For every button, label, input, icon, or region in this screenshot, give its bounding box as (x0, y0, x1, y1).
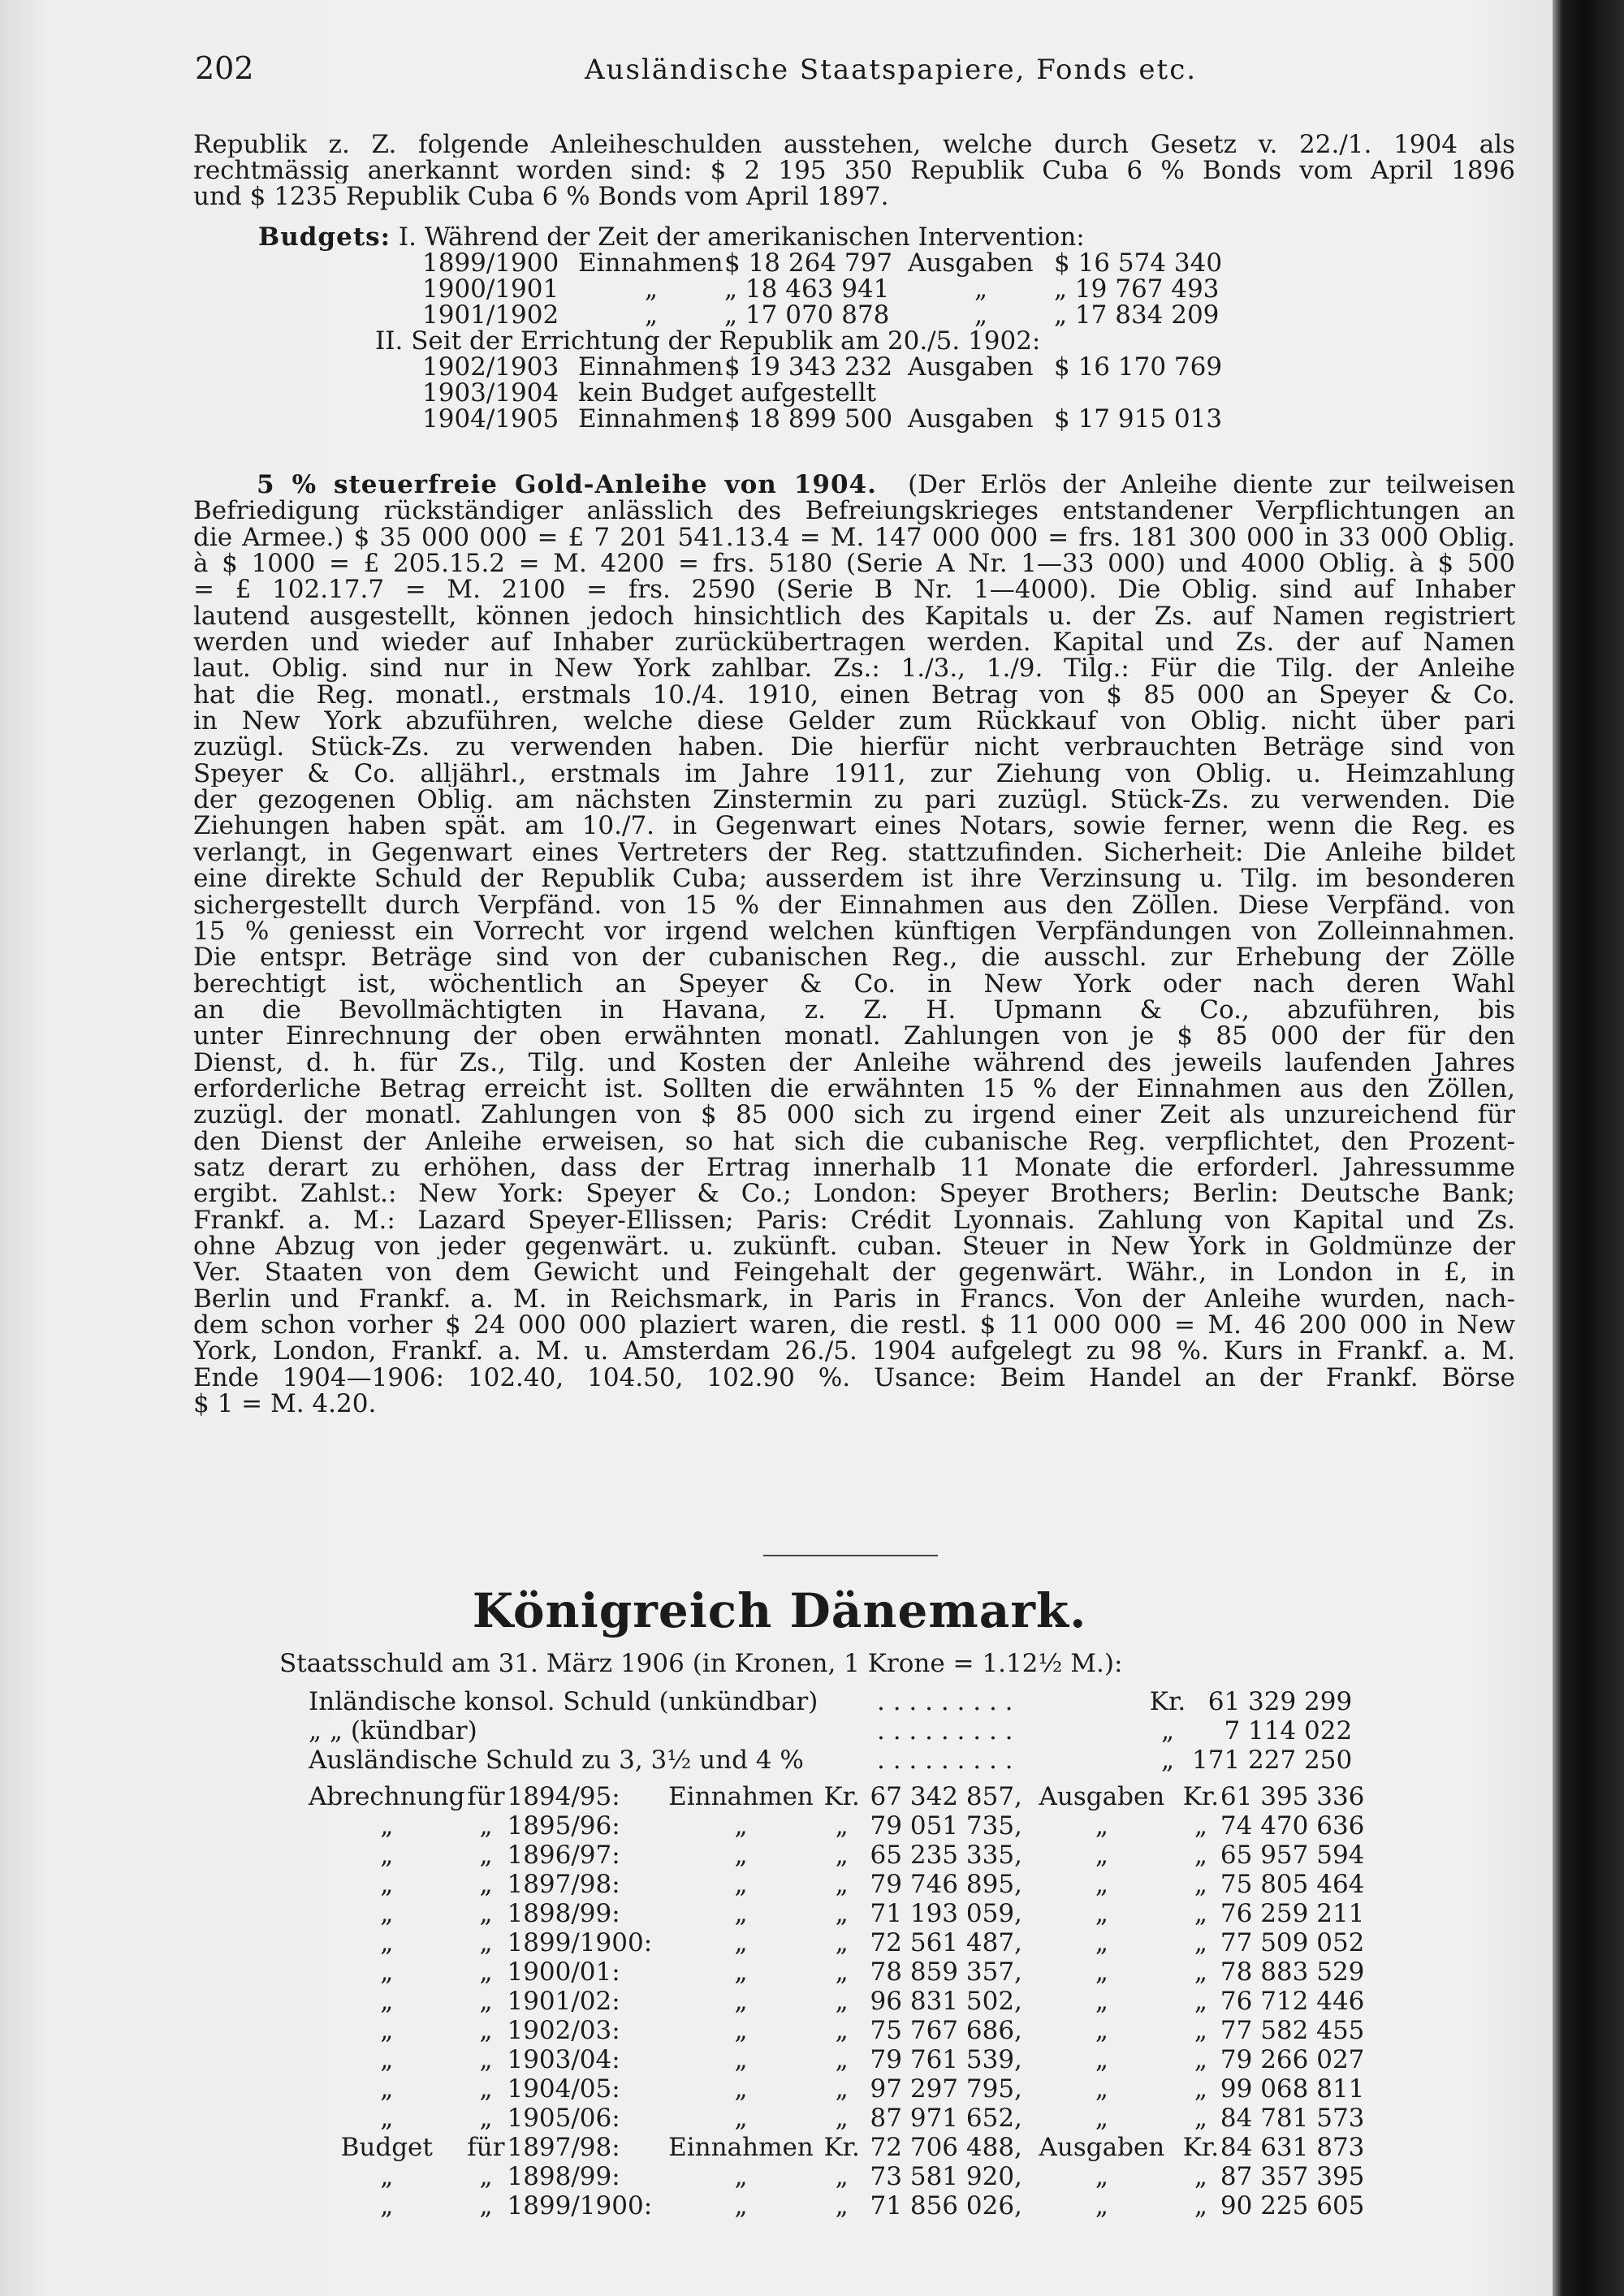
budget-expense-label: „ (974, 300, 988, 330)
loan-last-line: $ 1 = M. 4.20. (193, 1391, 377, 1418)
budget-year: 1899/1900 (422, 248, 559, 278)
expense-label: „ (1095, 1870, 1108, 1899)
expense-unit: „ (1194, 1841, 1207, 1870)
income-label: „ (734, 1899, 748, 1928)
expense-label: „ (1095, 2104, 1108, 2133)
account-year: 1899/1900: (507, 2191, 653, 2220)
loan-line: zuzügl. Stück-Zs. zu verwenden haben. Die hierfür nicht verbrauchten Beträge sind von (193, 734, 1515, 761)
expense-value: 84 631 873 (1220, 2133, 1365, 2162)
account-kind: „ (380, 1957, 394, 1987)
account-row (309, 1987, 1364, 2016)
account-row (309, 2045, 1364, 2074)
income-unit: „ (835, 1987, 849, 2016)
account-row (309, 2191, 1364, 2220)
income-value: 96 831 502, (870, 1987, 1022, 2016)
expense-unit: „ (1194, 2191, 1207, 2220)
budget-row (422, 378, 876, 408)
income-value: 65 235 335, (870, 1841, 1022, 1870)
budget-expense-label: Ausgaben (908, 248, 1034, 278)
loan-first-line (193, 472, 1515, 498)
debt-label: Ausländische Schuld zu 3, 3½ und 4 % (309, 1746, 804, 1775)
debt-value: 61 329 299 (1207, 1687, 1353, 1716)
income-unit: „ (835, 2074, 849, 2104)
income-label: „ (734, 2074, 748, 2104)
expense-unit: „ (1194, 2104, 1207, 2133)
expense-unit: „ (1194, 1957, 1207, 1987)
loan-line: erforderliche Betrag erreicht ist. Sollten die erwähnten 15 % der Einnahmen aus den Zöllen, (193, 1075, 1515, 1103)
expense-value: 78 883 529 (1220, 1957, 1365, 1987)
income-label: „ (734, 1870, 748, 1899)
loan-line: (Der Erlös der Anleihe diente zur teilweisen (908, 472, 1515, 498)
loan-line: die Armee.) $ 35 000 000 = £ 7 201 541.13.4 = M. 147 000 000 = frs. 181 300 000 in 33 000 Oblig. (193, 524, 1515, 551)
running-title: Ausländische Staatspapiere, Fonds etc. (585, 54, 1198, 86)
income-value: 75 767 686, (870, 2016, 1022, 2045)
debt-value: 7 114 022 (1224, 1716, 1353, 1746)
loan-heading: 5 % steuerfreie Gold-Anleihe von 1904. (257, 472, 877, 498)
income-label: „ (734, 1957, 748, 1987)
account-year: 1903/04: (507, 2045, 620, 2074)
budget-year: 1904/1905 (422, 404, 559, 434)
income-unit: Kr. (823, 1782, 860, 1811)
account-row (309, 1782, 1364, 1811)
expense-value: 77 509 052 (1220, 1928, 1365, 1957)
account-kind: „ (380, 2191, 394, 2220)
account-year: 1902/03: (507, 2016, 620, 2045)
account-row (309, 1870, 1364, 1899)
debt-unit: Kr. (1149, 1687, 1186, 1716)
loan-line: sichergestellt durch Verpfänd. von 15 % der Einnahmen aus den Zöllen. Diese Verpfänd. von (193, 891, 1515, 918)
page-number: 202 (195, 50, 254, 86)
expense-unit: „ (1194, 2074, 1207, 2104)
expense-unit: „ (1194, 2016, 1207, 2045)
loan-line: verlangt, in Gegenwart eines Vertreters der Reg. stattzufinden. Sicherheit: Die Anleihe bildet (193, 839, 1515, 866)
budget-year: 1901/1902 (422, 300, 559, 330)
account-year: 1895/96: (507, 1811, 620, 1841)
account-for: „ (479, 1928, 493, 1957)
expense-label: „ (1095, 1811, 1108, 1841)
debt-row (309, 1687, 1352, 1716)
budget-row (422, 248, 1222, 278)
debt-value: 171 227 250 (1192, 1746, 1353, 1775)
account-kind: „ (380, 2074, 394, 2104)
account-kind: Budget (340, 2133, 433, 2162)
expense-unit: „ (1194, 1870, 1207, 1899)
loan-line: zuzügl. der monatl. Zahlungen von $ 85 000 sich zu irgend einer Zeit als unzureichend für (193, 1102, 1515, 1129)
intro-line: Republik z. Z. folgende Anleiheschulden ausstehen, welche durch Gesetz v. 22./1. 1904 als (193, 132, 1515, 158)
income-label: „ (734, 1841, 748, 1870)
income-value: 71 856 026, (870, 2191, 1022, 2220)
income-value: 79 761 539, (870, 2045, 1022, 2074)
income-label: „ (734, 2191, 748, 2220)
income-unit: „ (835, 1957, 849, 1987)
expense-value: 75 805 464 (1220, 1870, 1365, 1899)
account-row (309, 1899, 1364, 1928)
account-kind: „ (380, 2045, 394, 2074)
account-for: für (467, 1782, 505, 1811)
denmark-debt-table (309, 1687, 1352, 1775)
income-value: 73 581 920, (870, 2162, 1022, 2191)
loan-line: unter Einrechnung der oben erwähnten monatl. Zahlungen von je $ 85 000 der für den (193, 1023, 1515, 1050)
expense-value: 79 266 027 (1220, 2045, 1365, 2074)
expense-label: „ (1095, 1899, 1108, 1928)
account-year: 1905/06: (507, 2104, 620, 2133)
loan-line: der gezogenen Oblig. am nächsten Zinstermin zu pari zuzügl. Stück-Zs. zu verwenden. Die (193, 787, 1515, 814)
expense-label: „ (1095, 2191, 1108, 2220)
budget-income-label: Einnahmen (578, 404, 723, 434)
account-for: für (467, 2133, 505, 2162)
account-kind: Abrechnung (309, 1782, 465, 1811)
loan-line: Die entspr. Beträge sind von der cubanischen Reg., die ausschl. zur Erhebung der Zölle (193, 944, 1515, 971)
loan-line: Befriedigung rückständiger anlässlich des Befreiungskrieges entstandener Verpflichtungen an (193, 498, 1515, 524)
denmark-title: Königreich Dänemark. (472, 1583, 1087, 1638)
account-for: „ (479, 2074, 493, 2104)
budget-expense: $ 16 170 769 (1054, 352, 1223, 382)
account-row (309, 1928, 1364, 1957)
loan-line: Berlin und Frankf. a. M. in Reichsmark, in Paris in Francs. Von der Anleihe wurden, nach- (193, 1285, 1515, 1312)
expense-unit: „ (1194, 1811, 1207, 1841)
loan-lines (193, 498, 1515, 1391)
loan-line: eine direkte Schuld der Republik Cuba; ausserdem ist ihre Verzinsung u. Tilg. im besonderen (193, 865, 1515, 892)
income-label: „ (734, 1987, 748, 2016)
expense-unit: „ (1194, 1928, 1207, 1957)
budget-expense-label: Ausgaben (908, 404, 1034, 434)
expense-label: „ (1095, 2045, 1108, 2074)
account-year: 1899/1900: (507, 1928, 653, 1957)
loan-line: berechtigt ist, wöchentlich an Speyer & Co. in New York oder nach deren Wahl (193, 970, 1515, 997)
account-year: 1900/01: (507, 1957, 620, 1987)
income-value: 78 859 357, (870, 1957, 1022, 1987)
budget-income-label: „ (644, 300, 659, 330)
account-row (309, 1811, 1364, 1841)
account-kind: „ (380, 1987, 394, 2016)
budget-expense: $ 16 574 340 (1054, 248, 1223, 278)
account-year: 1896/97: (507, 1841, 620, 1870)
account-for: „ (479, 1811, 493, 1841)
account-for: „ (479, 2016, 493, 2045)
debt-label: „ „ (kündbar) (309, 1716, 477, 1746)
expense-value: 99 068 811 (1220, 2074, 1365, 2104)
income-label: Einnahmen (668, 1782, 814, 1811)
loan-line: satz derart zu erhöhen, dass der Ertrag innerhalb 11 Monate die erforderl. Jahressumme (193, 1154, 1515, 1181)
income-label: Einnahmen (668, 2133, 814, 2162)
income-value: 72 561 487, (870, 1928, 1022, 1957)
income-unit: „ (835, 1928, 849, 1957)
expense-label: „ (1095, 1987, 1108, 2016)
account-for: „ (479, 2162, 493, 2191)
account-year: 1898/99: (507, 1899, 620, 1928)
income-unit: „ (835, 1899, 849, 1928)
account-year: 1901/02: (507, 1987, 620, 2016)
income-unit: „ (835, 1841, 849, 1870)
income-value: 79 051 735, (870, 1811, 1022, 1841)
account-for: „ (479, 1899, 493, 1928)
budget-income: $ 18 899 500 (724, 404, 893, 434)
budgets-section-2: II. Seit der Errichtung der Republik am 20./5. 1902: (375, 326, 1041, 356)
income-label: „ (734, 1928, 748, 1957)
account-row (309, 1957, 1364, 1987)
budget-year: 1900/1901 (422, 274, 559, 304)
debt-label: Inländische konsol. Schuld (unkündbar) (309, 1687, 818, 1716)
account-year: 1897/98: (507, 1870, 620, 1899)
account-kind: „ (380, 1899, 394, 1928)
loan-line: Dienst, d. h. für Zs., Tilg. und Kosten der Anleihe während des jeweils laufenden Jahres (193, 1049, 1515, 1076)
account-year: 1904/05: (507, 2074, 620, 2104)
intro-line: und $ 1235 Republik Cuba 6 % Bonds vom April 1897. (193, 183, 889, 210)
expense-unit: „ (1194, 1899, 1207, 1928)
budget-row (422, 300, 1219, 330)
account-kind: „ (380, 1811, 394, 1841)
loan-line: an die Bevollmächtigten in Havana, z. Z. H. Upmann & Co., abzuführen, bis (193, 996, 1515, 1024)
expense-value: 76 712 446 (1220, 1987, 1365, 2016)
intro-line: rechtmässig anerkannt worden sind: $ 2 195 350 Republik Cuba 6 % Bonds vom April 1896 (193, 158, 1515, 184)
debt-unit: „ (1160, 1716, 1175, 1746)
account-row (309, 2162, 1364, 2191)
income-label: „ (734, 1811, 748, 1841)
account-kind: „ (380, 1928, 394, 1957)
intro-paragraph (193, 132, 1515, 210)
loan-line: York, London, Frankf. a. M. u. Amsterdam 26./5. 1904 aufgelegt zu 98 %. Kurs in Frankf. a. M. (193, 1338, 1515, 1365)
income-label: „ (734, 2016, 748, 2045)
income-unit: Kr. (823, 2133, 860, 2162)
debt-unit: „ (1160, 1746, 1175, 1775)
expense-value: 76 259 211 (1220, 1899, 1365, 1928)
income-unit: „ (835, 1811, 849, 1841)
account-for: „ (479, 1987, 493, 2016)
loan-line: dem schon vorher $ 24 000 000 plaziert waren, die restl. $ 11 000 000 = M. 46 200 000 in New (193, 1312, 1515, 1339)
expense-unit: Kr. (1182, 1782, 1220, 1811)
account-row (309, 2104, 1364, 2133)
denmark-debt-line: Staatsschuld am 31. März 1906 (in Kronen, 1 Krone = 1.12½ M.): (279, 1649, 1123, 1678)
budgets-section-1: I. Während der Zeit der amerikanischen Intervention: (398, 222, 1085, 252)
expense-label: „ (1095, 2162, 1108, 2191)
expense-value: 61 395 336 (1220, 1782, 1365, 1811)
budget-income-label: Einnahmen (578, 248, 723, 278)
income-unit: „ (835, 1870, 849, 1899)
expense-label: „ (1095, 2074, 1108, 2104)
section-separator (763, 1555, 938, 1556)
budget-expense: „ 17 834 209 (1054, 300, 1220, 330)
loan-line: ohne Abzug von jeder gegenwärt. u. zukünft. cuban. Steuer in New York in Goldmünze der (193, 1232, 1515, 1260)
account-year: 1894/95: (507, 1782, 620, 1811)
budget-year: 1903/1904 (422, 378, 559, 408)
account-row (309, 2074, 1364, 2104)
account-for: „ (479, 2045, 493, 2074)
income-unit: „ (835, 2016, 849, 2045)
expense-value: 74 470 636 (1220, 1811, 1365, 1841)
account-for: „ (479, 1841, 493, 1870)
expense-label: „ (1095, 1957, 1108, 1987)
income-value: 71 193 059, (870, 1899, 1022, 1928)
expense-value: 84 781 573 (1220, 2104, 1365, 2133)
debt-row (309, 1746, 1352, 1775)
income-unit: „ (835, 2104, 849, 2133)
loan-line: hat die Reg. monatl., erstmals 10./4. 1910, einen Betrag von $ 85 000 an Speyer & Co. (193, 681, 1515, 709)
account-kind: „ (380, 2162, 394, 2191)
expense-unit: „ (1194, 1987, 1207, 2016)
budget-row (422, 352, 1222, 382)
loan-line: laut. Oblig. sind nur in New York zahlbar. Zs.: 1./3., 1./9. Tilg.: Für die Tilg. der Anleihe (193, 655, 1515, 682)
loan-line: Ende 1904—1906: 102.40, 104.50, 102.90 %. Usance: Beim Handel an der Frankf. Börse (193, 1364, 1515, 1392)
income-unit: „ (835, 2162, 849, 2191)
expense-unit: „ (1194, 2162, 1207, 2191)
budget-income: $ 19 343 232 (724, 352, 893, 382)
loan-line: Ziehungen haben spät. am 10./7. in Gegenwart eines Notars, sowie ferner, wenn die Reg. es (193, 813, 1515, 839)
account-for: „ (479, 2191, 493, 2220)
budget-income: „ 17 070 878 (724, 300, 890, 330)
account-kind: „ (380, 2016, 394, 2045)
running-head (195, 50, 1527, 91)
budget-expense-label: Ausgaben (908, 352, 1034, 382)
income-value: 72 706 488, (870, 2133, 1022, 2162)
loan-line: in New York abzuführen, welche diese Gelder zum Rückkauf von Oblig. nicht über pari (193, 708, 1515, 735)
account-kind: „ (380, 1870, 394, 1899)
account-kind: „ (380, 1841, 394, 1870)
income-label: „ (734, 2045, 748, 2074)
budgets-label: Budgets: (258, 222, 391, 252)
loan-line: 15 % geniesst ein Vorrecht vor irgend welchen künftigen Verpfändungen von Zolleinnahmen. (193, 917, 1515, 945)
loan-line: = £ 102.17.7 = M. 2100 = frs. 2590 (Serie B Nr. 1—4000). Die Oblig. sind auf Inhaber (193, 576, 1515, 603)
account-for: „ (479, 2104, 493, 2133)
loan-line: Frankf. a. M.: Lazard Speyer-Ellissen; Paris: Crédit Lyonnais. Zahlung von Kapital und Zs. (193, 1206, 1515, 1233)
income-label: „ (734, 2162, 748, 2191)
loan-line: Speyer & Co. alljährl., erstmals im Jahre 1911, zur Ziehung von Oblig. u. Heimzahlung (193, 760, 1515, 788)
loan-line: Ver. Staaten von dem Gewicht und Feingehalt der gegenwärt. Währ., in London in £, in (193, 1259, 1515, 1286)
budget-year: 1902/1903 (422, 352, 559, 382)
budget-expense-label: „ (974, 274, 988, 304)
loan-line: lautend ausgestellt, können jedoch hinsichtlich des Kapitals u. der Zs. auf Namen registriert (193, 602, 1515, 630)
budget-income: „ 18 463 941 (724, 274, 890, 304)
income-unit: „ (835, 2045, 849, 2074)
account-year: 1897/98: (507, 2133, 620, 2162)
expense-value: 77 582 455 (1220, 2016, 1365, 2045)
expense-label: „ (1095, 1841, 1108, 1870)
account-row (309, 2016, 1364, 2045)
budgets-heading (258, 222, 1085, 252)
loan-line: ergibt. Zahlst.: New York: Speyer & Co.; London: Speyer Brothers; Berlin: Deutsche Bank; (193, 1180, 1515, 1207)
denmark-accounts-table (309, 1782, 1364, 2220)
expense-label: Ausgaben (1039, 2133, 1165, 2162)
expense-value: 65 957 594 (1220, 1841, 1365, 1870)
income-value: 87 971 652, (870, 2104, 1022, 2133)
debt-leader-dots: . . . . . . . . . (877, 1687, 1013, 1716)
expense-label: „ (1095, 1928, 1108, 1957)
budget-row (422, 274, 1219, 304)
expense-label: „ (1095, 2016, 1108, 2045)
loan-paragraph (193, 472, 1515, 1417)
budget-expense: „ 19 767 493 (1054, 274, 1220, 304)
loan-line: den Dienst der Anleihe erweisen, so hat sich die cubanische Reg. verpflichtet, den Prozent- (193, 1128, 1515, 1154)
budget-row (422, 404, 1222, 434)
expense-value: 87 357 395 (1220, 2162, 1365, 2191)
debt-leader-dots: . . . . . . . . . (877, 1746, 1013, 1775)
page-edge-shadow (1553, 0, 1624, 2296)
account-row (309, 2133, 1364, 2162)
budget-expense: $ 17 915 013 (1054, 404, 1223, 434)
account-row (309, 1841, 1364, 1870)
income-label: „ (734, 2104, 748, 2133)
income-value: 97 297 795, (870, 2074, 1022, 2104)
account-for: „ (479, 1957, 493, 1987)
budget-income: $ 18 264 797 (724, 248, 893, 278)
budget-income-label: „ (644, 274, 659, 304)
loan-line: werden und wieder auf Inhaber zurückübertragen werden. Kapital und Zs. der auf Namen (193, 629, 1515, 656)
account-for: „ (479, 1870, 493, 1899)
income-value: 79 746 895, (870, 1870, 1022, 1899)
debt-row (309, 1716, 1352, 1746)
account-year: 1898/99: (507, 2162, 620, 2191)
expense-unit: Kr. (1182, 2133, 1220, 2162)
budget-income-label: Einnahmen (578, 352, 723, 382)
income-unit: „ (835, 2191, 849, 2220)
expense-unit: „ (1194, 2045, 1207, 2074)
expense-label: Ausgaben (1039, 1782, 1165, 1811)
loan-line: à $ 1000 = £ 205.15.2 = M. 4200 = frs. 5180 (Serie A Nr. 1—33 000) und 4000 Oblig. à $ 500 (193, 550, 1515, 577)
budget-note: kein Budget aufgestellt (578, 378, 877, 408)
debt-leader-dots: . . . . . . . . . (877, 1716, 1013, 1746)
income-value: 67 342 857, (870, 1782, 1022, 1811)
account-kind: „ (380, 2104, 394, 2133)
expense-value: 90 225 605 (1220, 2191, 1365, 2220)
